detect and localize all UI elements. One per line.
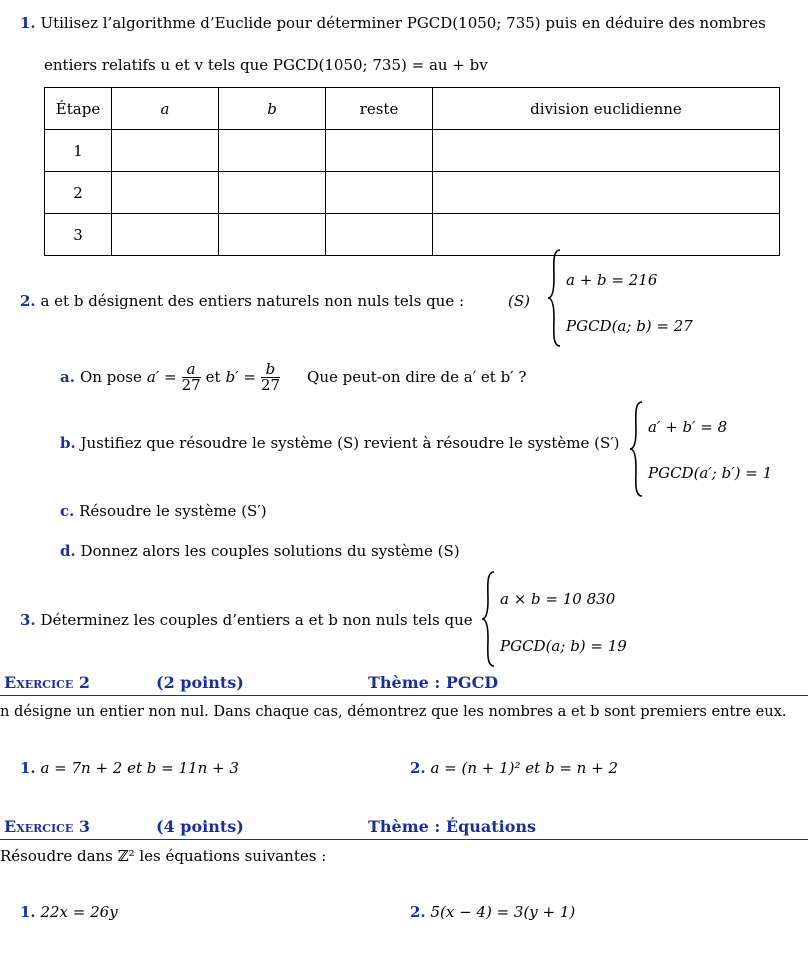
q3-text: Déterminez les couples d’entiers a et b non nuls tels que [40, 611, 473, 629]
ex3-item1-number: 1. [20, 903, 36, 921]
exercise-2-points: (2 points) [156, 673, 244, 692]
table-header-row [45, 88, 780, 130]
q2a-question: Que peut-on dire de a′ et b′ ? [307, 368, 527, 386]
table-cell [112, 130, 219, 172]
system-s-label: (S) [508, 292, 530, 310]
table-cell-step: 3 [45, 214, 112, 256]
table-cell [219, 172, 326, 214]
left-brace-icon [546, 248, 562, 348]
table-cell [112, 214, 219, 256]
exercise-3-points: (4 points) [156, 817, 244, 836]
system-s-eq1: a + b = 216 [566, 271, 658, 289]
table-cell [326, 130, 433, 172]
q2-line [20, 292, 464, 310]
q2c-line [60, 502, 267, 520]
system-sprime-eq2: PGCD(a′; b′) = 1 [648, 464, 773, 482]
table-cell-step: 1 [45, 130, 112, 172]
exercise-2-item1 [20, 759, 239, 777]
system-sprime-eq1: a′ + b′ = 8 [648, 418, 728, 436]
table-row [45, 214, 780, 256]
q3-eq1: a × b = 10 830 [500, 590, 616, 608]
q2a-and: et [205, 368, 221, 386]
exercise-2-intro: n désigne un entier non nul. Dans chaque cas, démontrez que les nombres a et b sont premiers entre eux. [0, 703, 787, 720]
table-header-cell: b [219, 88, 326, 130]
system-s-eq2: PGCD(a; b) = 27 [566, 317, 693, 335]
q1-text-line2: entiers relatifs u et v tels que PGCD(1050; 735) = au + bv [44, 56, 488, 74]
q1-line1 [20, 14, 766, 32]
table-cell-step: 2 [45, 172, 112, 214]
ex2-item2-number: 2. [410, 759, 426, 777]
q3-number: 3. [20, 611, 36, 629]
ex3-item1-text: 22x = 26y [40, 903, 118, 921]
left-brace-icon [628, 400, 644, 498]
exercise-2-header [0, 673, 808, 696]
q2-text: a et b désignent des entiers naturels non nuls tels que : [40, 292, 465, 310]
exercise-3-item2 [410, 903, 575, 921]
ex2-item2-text: a = (n + 1)² et b = n + 2 [430, 759, 618, 777]
q2d-label: d. [60, 542, 76, 560]
exercise-3-intro: Résoudre dans ℤ² les équations suivantes : [0, 847, 327, 865]
table-row [45, 130, 780, 172]
table-cell [433, 214, 780, 256]
ex3-item2-text: 5(x − 4) = 3(y + 1) [430, 903, 576, 921]
left-brace-icon [480, 570, 496, 668]
fraction-a-over-27 [181, 359, 201, 394]
table-header-cell: a [112, 88, 219, 130]
exercise-2-item2 [410, 759, 618, 777]
frac-b-num: b [261, 362, 280, 378]
table-cell [326, 214, 433, 256]
exercise-3-item1 [20, 903, 118, 921]
q2a-label: a. [60, 368, 75, 386]
table-cell [219, 130, 326, 172]
q2b-text: Justifiez que résoudre le système (S) revient à résoudre le système (S′) [80, 434, 620, 452]
q2a-text: On pose [79, 368, 142, 386]
q2a-line [60, 360, 526, 394]
table-row [45, 172, 780, 214]
exercise-2-title: Exercice 2 [4, 673, 90, 692]
q2c-text: Résoudre le système (S′) [79, 502, 267, 520]
table-header-cell: reste [326, 88, 433, 130]
frac-a-den: 27 [181, 375, 201, 394]
q2d-line [60, 542, 460, 560]
exercise-3-theme: Thème : Équations [368, 817, 537, 836]
q2b-label: b. [60, 434, 76, 452]
frac-a-num: a [182, 362, 201, 378]
q3-eq2: PGCD(a; b) = 19 [500, 637, 627, 655]
q2c-label: c. [60, 502, 75, 520]
q1-number: 1. [20, 14, 36, 32]
exercise-2-theme: Thème : PGCD [368, 673, 499, 692]
b-prime: b′ = [225, 368, 256, 386]
q1-text-line1: Utilisez l’algorithme d’Euclide pour déterminer PGCD(1050; 735) puis en déduire des nombres [40, 14, 766, 32]
q2b-line [60, 434, 620, 452]
q2-number: 2. [20, 292, 36, 310]
q3-line [20, 611, 473, 629]
table-cell [219, 214, 326, 256]
table-header-cell: division euclidienne [433, 88, 780, 130]
table-cell [326, 172, 433, 214]
frac-b-den: 27 [260, 375, 281, 394]
exercise-3-title: Exercice 3 [4, 817, 90, 836]
exercise-3-header [0, 817, 808, 840]
fraction-b-over-27 [260, 359, 281, 394]
a-prime: a′ = [146, 368, 177, 386]
euclid-table [44, 87, 780, 256]
ex2-item1-number: 1. [20, 759, 36, 777]
table-cell [433, 172, 780, 214]
q2d-text: Donnez alors les couples solutions du système (S) [80, 542, 460, 560]
table-cell [112, 172, 219, 214]
table-cell [433, 130, 780, 172]
table-header-cell: Étape [45, 88, 112, 130]
ex2-item1-text: a = 7n + 2 et b = 11n + 3 [40, 759, 239, 777]
ex3-item2-number: 2. [410, 903, 426, 921]
